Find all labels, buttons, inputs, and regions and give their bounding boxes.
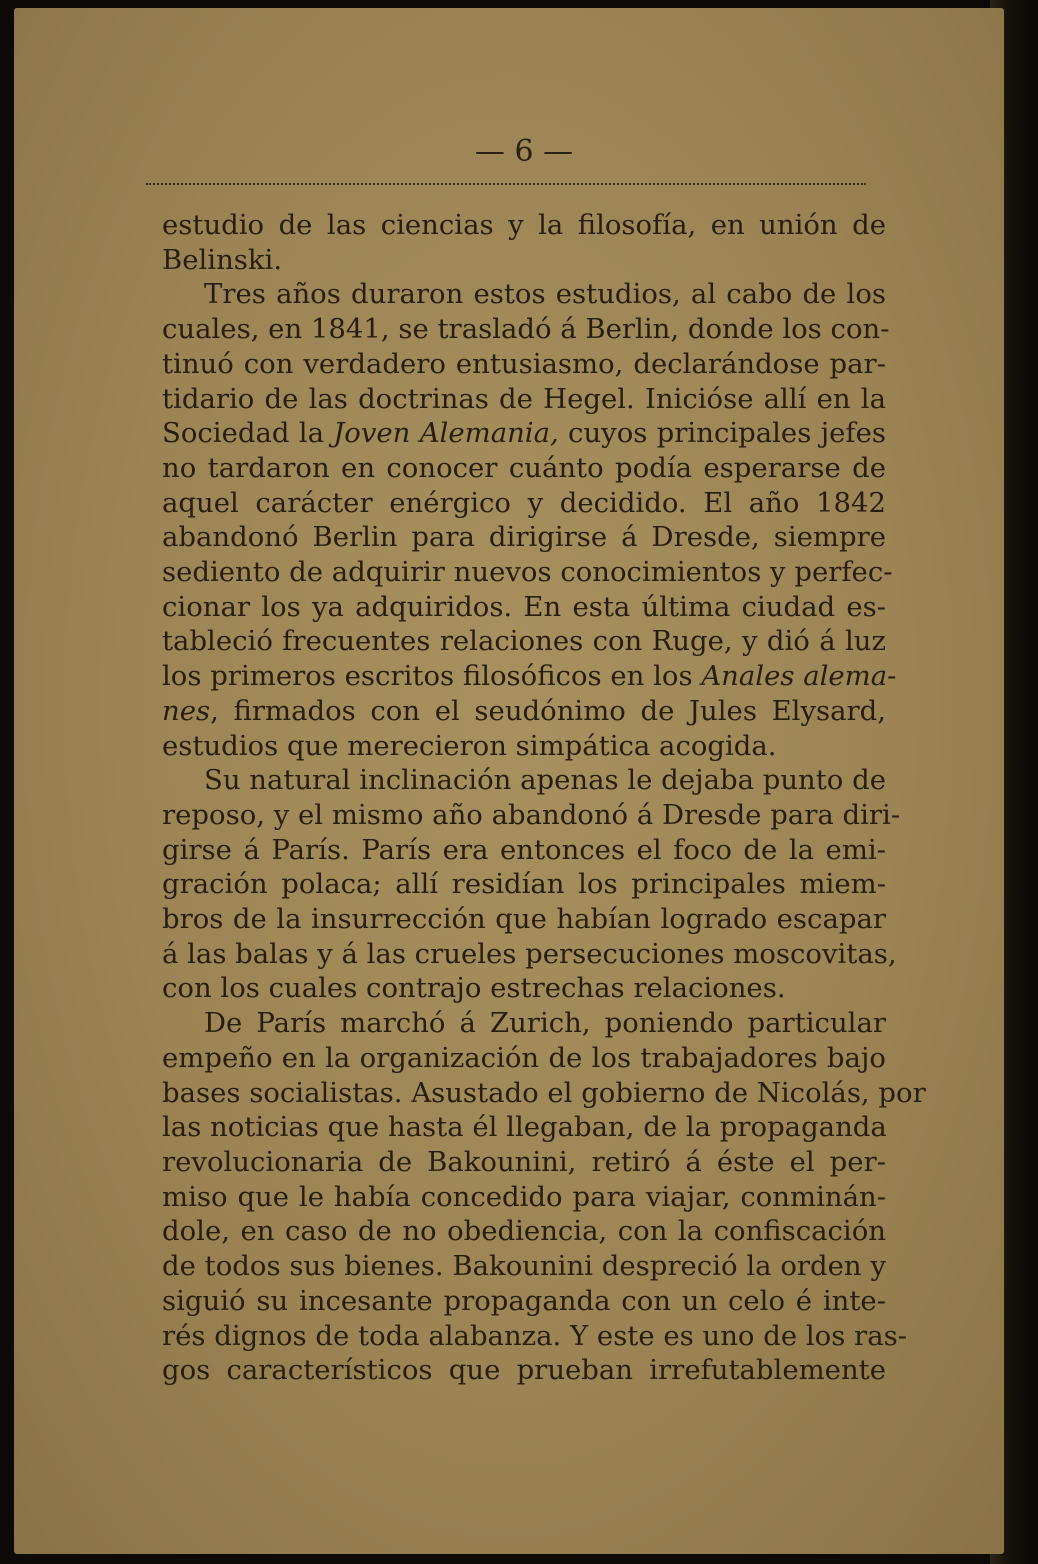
italic-title: Joven Alemania,: [333, 417, 559, 450]
text-line: rés dignos de toda alabanza. Y este es uno de los ras-: [162, 1319, 907, 1352]
text-line: abandonó Berlin para dirigirse á Dresde, siempre: [162, 521, 886, 554]
book-page: [14, 8, 1004, 1554]
text-line: gración polaca; allí residían los principales miem-: [162, 868, 886, 901]
text-line: Tres años duraron estos estudios, al cabo de los: [204, 278, 886, 311]
text-segment: cuyos principales jefes: [558, 417, 886, 450]
text-line: de todos sus bienes. Bakounini despreció la orden y: [162, 1250, 886, 1283]
text-line: estudio de las ciencias y la filosofía, en unión de: [162, 209, 886, 241]
text-line: Belinski.: [162, 243, 283, 276]
italic-title: Anales alema-: [701, 660, 897, 693]
text-line: estudios que merecieron simpática acogida.: [162, 729, 777, 762]
text-line: sediento de adquirir nuevos conocimientos y perfec-: [162, 556, 893, 589]
text-line: Su natural inclinación apenas le dejaba punto de: [204, 764, 886, 797]
text-line: bases socialistas. Asustado el gobierno de Nicolás, por: [162, 1076, 926, 1109]
text-line: tinuó con verdadero entusiasmo, declarándose par-: [162, 347, 886, 380]
text-line: siguió su incesante propaganda con un celo é inte-: [162, 1284, 886, 1317]
text-segment: los primeros escritos filosóficos en los: [162, 660, 702, 693]
text-line: á las balas y á las crueles persecuciones moscovitas,: [162, 937, 897, 970]
text-line: no tardaron en conocer cuánto podía esperarse de: [162, 451, 886, 484]
text-line: reposo, y el mismo año abandonó á Dresde para diri-: [162, 798, 901, 831]
text-line: revolucionaria de Bakounini, retiró á éste el per-: [162, 1145, 886, 1178]
body-text: [162, 208, 926, 1388]
header-rule: [146, 183, 866, 185]
text-line: [162, 694, 886, 729]
text-line: girse á París. París era entonces el foco de la emi-: [162, 833, 886, 866]
text-line: De París marchó á Zurich, poniendo particular: [204, 1007, 886, 1040]
text-line: empeño en la organización de los trabajadores bajo: [162, 1041, 886, 1074]
text-segment: Sociedad la: [162, 417, 334, 450]
text-line: dole, en caso de no obediencia, con la confiscación: [162, 1215, 886, 1248]
text-line: [162, 416, 886, 451]
text-line: tableció frecuentes relaciones con Ruge, y dió á luz: [162, 625, 886, 658]
text-line: tidario de las doctrinas de Hegel. Inicióse allí en la: [162, 382, 886, 415]
page-number: — 6 —: [474, 134, 574, 169]
text-line: [162, 659, 897, 694]
text-line: cionar los ya adquiridos. En esta última ciudad es-: [162, 590, 886, 623]
text-line: aquel carácter enérgico y decidido. El año 1842: [162, 486, 886, 519]
text-line: cuales, en 1841, se trasladó á Berlin, donde los con-: [162, 313, 890, 346]
text-line: gos característicos que prueban irrefutablemente: [162, 1354, 886, 1387]
italic-title: nes: [162, 694, 211, 727]
text-line: con los cuales contrajo estrechas relaciones.: [162, 972, 786, 1005]
text-line: miso que le había concedido para viajar, conminán-: [162, 1180, 886, 1213]
text-line: las noticias que hasta él llegaban, de la propaganda: [162, 1111, 887, 1144]
text-line: bros de la insurrección que habían logrado escapar: [162, 903, 886, 936]
text-segment: , firmados con el seudónimo de Jules Elysard,: [210, 694, 886, 727]
